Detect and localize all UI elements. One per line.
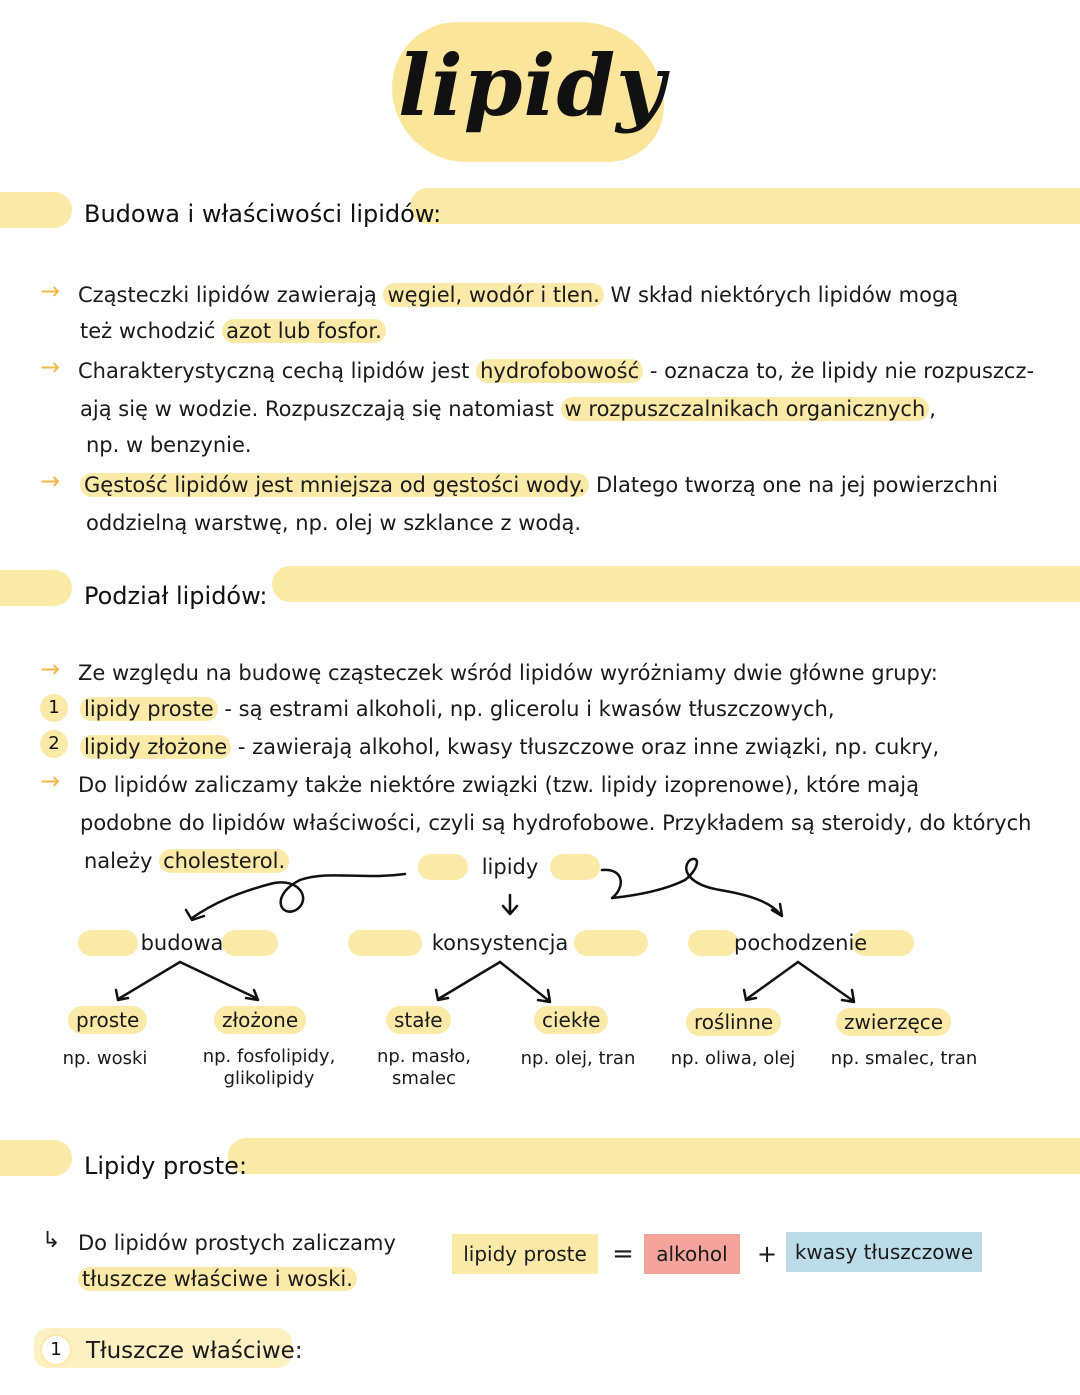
paragraph-line: Do lipidów prostych zaliczamy bbox=[78, 1231, 396, 1255]
arrow-icon: → bbox=[40, 655, 61, 683]
section-bar-right bbox=[272, 566, 1080, 602]
diagram-example: np. smalec, tran bbox=[830, 1048, 978, 1069]
number-badge: 1 bbox=[40, 694, 68, 722]
formula-lipidy-proste: lipidy proste bbox=[452, 1234, 598, 1274]
paragraph-line: oddzielną warstwę, np. olej w szklance z wodą. bbox=[86, 511, 582, 535]
section-title-podzial: Podział lipidów: bbox=[84, 582, 268, 610]
highlight-lipidy-proste: lipidy proste bbox=[80, 697, 218, 721]
paragraph-line: ają się w wodzie. Rozpuszczają się natomiast w rozpuszczalnikach organicznych , bbox=[80, 397, 936, 421]
diagram-example: np. woski bbox=[62, 1048, 148, 1069]
section-bar-right bbox=[410, 188, 1080, 224]
decor-pill bbox=[348, 930, 422, 956]
highlight-lipidy-zlozone: lipidy złożone bbox=[80, 735, 231, 759]
paragraph-line: należy cholesterol. bbox=[84, 846, 289, 876]
highlight-tluszcze-woski: tłuszcze właściwe i woski. bbox=[78, 1267, 357, 1291]
paragraph-line: np. w benzynie. bbox=[86, 433, 252, 457]
diagram-leaf: zwierzęce bbox=[836, 1008, 951, 1036]
paragraph-line bbox=[78, 1264, 357, 1294]
diagram-leaf: ciekłe bbox=[534, 1006, 608, 1034]
decor-pill bbox=[418, 854, 468, 880]
highlight-gestosc: Gęstość lipidów jest mniejsza od gęstości wody. bbox=[80, 473, 589, 497]
section-bar-left bbox=[0, 192, 72, 228]
number-badge: 1 bbox=[40, 1334, 72, 1366]
diagram-category: konsystencja bbox=[431, 931, 569, 955]
decor-pill bbox=[78, 930, 138, 956]
paragraph-line: lipidy proste - są estrami alkoholi, np. glicerolu i kwasów tłuszczowych, bbox=[80, 694, 835, 724]
diagram-category: budowa bbox=[140, 931, 224, 955]
diagram-example: np. oliwa, olej bbox=[670, 1048, 796, 1069]
paragraph-line: Cząsteczki lipidów zawierają węgiel, wodór i tlen. W skład niektórych lipidów mogą bbox=[78, 283, 959, 307]
diagram-root: lipidy bbox=[481, 855, 539, 879]
paragraph-line: podobne do lipidów właściwości, czyli są hydrofobowe. Przykładem są steroidy, do których bbox=[80, 811, 1032, 835]
diagram-example: np. fosfolipidy, glikolipidy bbox=[202, 1046, 336, 1089]
diagram-example: np. masło, smalec bbox=[376, 1046, 472, 1089]
page-title: lipidy bbox=[397, 36, 666, 135]
section-bar-right bbox=[228, 1138, 1080, 1174]
highlight-rozpuszczalniki: w rozpuszczalnikach organicznych bbox=[561, 397, 930, 421]
number-badge: 2 bbox=[40, 730, 68, 758]
diagram-leaf: roślinne bbox=[686, 1008, 781, 1036]
diagram-leaf: złożone bbox=[214, 1006, 306, 1034]
paragraph-line: Ze względu na budowę cząsteczek wśród lipidów wyróżniamy dwie główne grupy: bbox=[78, 661, 938, 685]
return-arrow-icon: ↳ bbox=[42, 1228, 61, 1253]
paragraph-line: też wchodzić azot lub fosfor. bbox=[80, 316, 386, 346]
diagram-category: pochodzenie bbox=[734, 931, 868, 955]
decor-pill bbox=[550, 854, 600, 880]
diagram-example: np. olej, tran bbox=[520, 1048, 636, 1069]
diagram-leaf: proste bbox=[68, 1006, 147, 1034]
arrow-icon: → bbox=[40, 277, 61, 305]
arrow-icon: → bbox=[40, 467, 61, 495]
arrow-icon: → bbox=[40, 353, 61, 381]
subheading-title: Tłuszcze właściwe: bbox=[86, 1338, 303, 1364]
highlight-elements: węgiel, wodór i tlen. bbox=[383, 283, 603, 307]
paragraph-line: Charakterystyczną cechą lipidów jest hydrofobowość - oznacza to, że lipidy nie rozpuszcz- bbox=[78, 359, 1035, 383]
decor-pill bbox=[688, 930, 738, 956]
paragraph-line: lipidy złożone - zawierają alkohol, kwasy tłuszczowe oraz inne związki, np. cukry, bbox=[80, 732, 939, 762]
formula-plus: + bbox=[756, 1240, 778, 1268]
paragraph-line: Do lipidów zaliczamy także niektóre związki (tzw. lipidy izoprenowe), które mają bbox=[78, 773, 919, 797]
arrow-icon: → bbox=[40, 767, 61, 795]
section-bar-left bbox=[0, 1140, 72, 1176]
formula-kwasy: kwasy tłuszczowe bbox=[786, 1232, 982, 1272]
section-title-budowa: Budowa i właściwości lipidów: bbox=[84, 200, 442, 228]
formula-equals: = bbox=[612, 1239, 634, 1269]
highlight-hydrofobowosc: hydrofobowość bbox=[476, 359, 643, 383]
paragraph-line: Gęstość lipidów jest mniejsza od gęstości wody. Dlatego tworzą one na jej powierzchni bbox=[80, 470, 998, 500]
highlight-cholesterol: cholesterol. bbox=[159, 849, 289, 873]
decor-pill bbox=[574, 930, 648, 956]
highlight-azot-fosfor: azot lub fosfor. bbox=[222, 319, 386, 343]
section-bar-left bbox=[0, 570, 72, 606]
section-title-proste: Lipidy proste: bbox=[84, 1152, 248, 1180]
formula-alkohol: alkohol bbox=[644, 1234, 740, 1274]
diagram-leaf: stałe bbox=[386, 1006, 451, 1034]
